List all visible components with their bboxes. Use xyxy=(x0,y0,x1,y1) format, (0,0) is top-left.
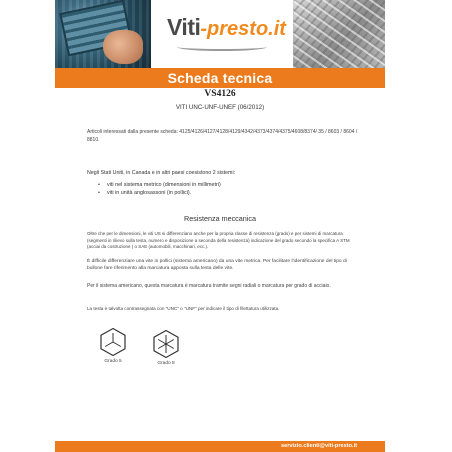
paragraph-grades: Oltre che per le dimensioni, le viti US si differenziano anche per la propria classe di resistenza (grado) e per sistemi di marcatura (segmenti in rilievo sulla testa, numero e disposizione a seconda della resistenza) indicazione del grado secondo la specifica A STM (acciai da costruzione ) o SAE (automobili, macchinari, ecc.). xyxy=(87,231,350,250)
datasheet-page xyxy=(55,0,385,452)
bullet-icon: • xyxy=(98,189,100,196)
header-photo-tools xyxy=(55,0,151,68)
grade-8-label: Grado 8 xyxy=(157,361,175,366)
list-item xyxy=(95,190,355,198)
header-photo-screws xyxy=(293,0,385,68)
paragraph-marking: Per il sistema americano, questa marcatura è marcatura tramite segni radiali o marcatura per grado di acciaio. xyxy=(87,283,331,289)
articles-list: Articoli interessati dalla presente scheda: 4125/4126/4127/4128/4129/4342/4373/4374/4375/4608/8374/ 35 / 8603 / 8604 / 8810. xyxy=(87,129,358,143)
paragraph-identification: È difficile differenziare una vite in pollici (sistema americano) da una vite metrica. Per facilitare l'identificazione del tipo di bullone fare riferimento alla marcatura apposta sulla testa delle vite. xyxy=(87,259,347,271)
paragraph-thread: La testa è talvolta contrassegnata con "UNC" o "UNF" per indicare il tipo di filettatura utilizzata. xyxy=(87,306,280,311)
bolt-head-grade-8-icon xyxy=(151,329,181,359)
footer-bar xyxy=(55,441,385,452)
list-item xyxy=(95,182,355,190)
bolt-head-grade-5-icon xyxy=(98,327,128,357)
product-subtitle: VITI UNC-UNF-UNEF (06/2012) xyxy=(175,104,265,111)
section-heading: Resistenza meccanica xyxy=(184,214,256,223)
grade-5-label: Grado 5 xyxy=(104,359,122,364)
grade-8-figure xyxy=(146,329,186,366)
title-bar xyxy=(55,68,385,88)
footer-email-link[interactable]: servizio.clienti@viti-presto.it xyxy=(280,443,357,449)
list-item-text: viti in unità anglosassoni (in pollici). xyxy=(107,189,192,196)
page-title: Scheda tecnica xyxy=(167,70,273,86)
brand-logo[interactable] xyxy=(167,14,297,44)
list-item-text: viti nel sistema metrico (dimensioni in millimetri) xyxy=(107,182,221,188)
intro-text: Negli Stati Uniti, in Canada e in altri paesi coesistono 2 sistemi: xyxy=(87,170,236,176)
grade-5-figure xyxy=(93,327,133,364)
hand-image xyxy=(103,30,143,64)
header-banner xyxy=(55,0,385,68)
product-code: VS4126 xyxy=(204,89,236,99)
logo-text-accent: -presto.it xyxy=(200,18,286,40)
bullet-icon: • xyxy=(98,182,100,188)
systems-list xyxy=(95,182,355,197)
logo-text-main: Viti xyxy=(167,14,201,40)
logo-swoosh-icon xyxy=(177,43,267,51)
